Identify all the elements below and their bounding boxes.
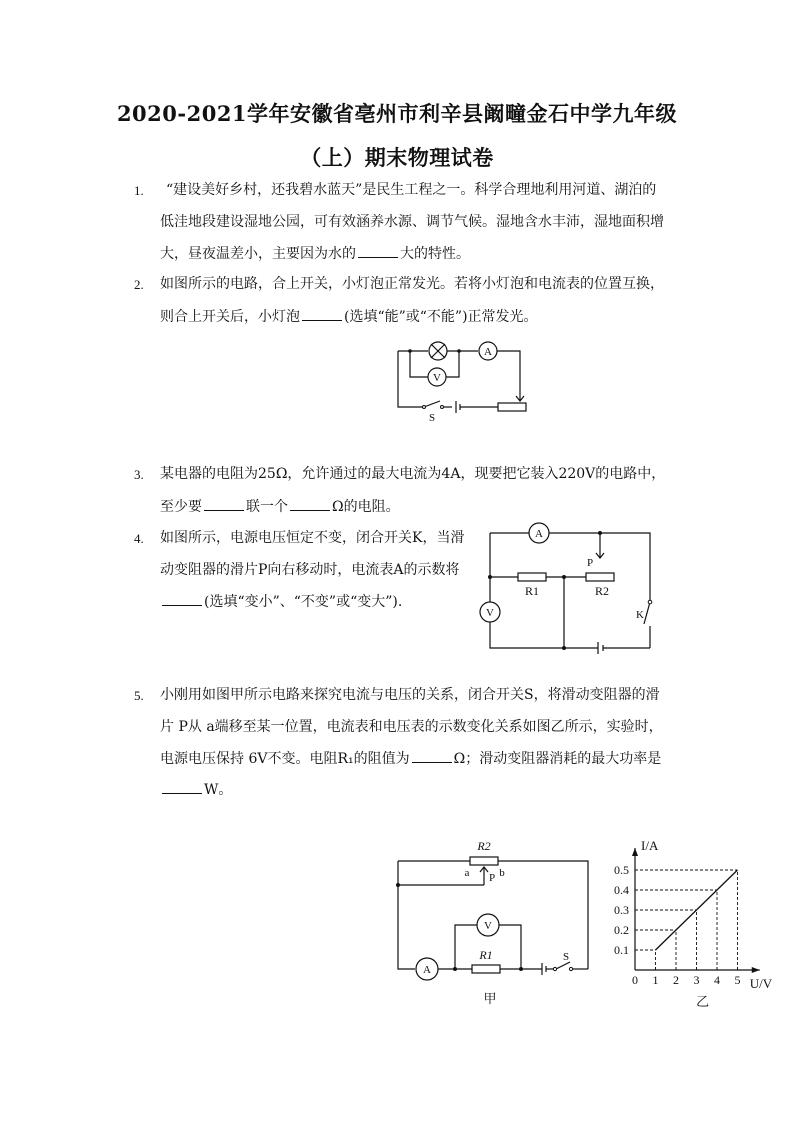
q5-slider-label: P <box>488 872 496 884</box>
q5-line3-tail: Ω；滑动变阻器消耗的最大功率是 <box>453 751 662 767</box>
q5-iu-graph-yi <box>600 830 790 1015</box>
q2-line2-tail: (选填“能”或“不能”)正常发光。 <box>344 309 538 325</box>
q4-r1-label: R1 <box>524 584 540 598</box>
q5-number: 5. <box>134 688 144 703</box>
q3-line2-tail: Ω的电阻。 <box>332 499 400 515</box>
q5-r2-symbol <box>470 857 498 865</box>
q1-number: 1. <box>134 183 144 198</box>
q5-line4 <box>160 779 232 800</box>
q4-line1: 如图所示，电源电压恒定不变，闭合开关K，当滑 <box>160 530 465 546</box>
x-axis-arrow <box>752 967 760 973</box>
q2-number: 2. <box>134 277 144 292</box>
q5-r1-symbol <box>472 965 500 973</box>
q4-r1-symbol <box>518 573 546 581</box>
q1-line3 <box>160 243 470 264</box>
q1-line3-text: 大，昼夜温差小，主要因为水的 <box>160 246 356 262</box>
q2-ammeter-label: A <box>484 346 492 358</box>
q5-line3-text: 电源电压保持 6V不变。电阻R₁的阻值为 <box>160 751 410 767</box>
q4-ammeter-label: A <box>535 528 543 540</box>
y-tick-label: 0.3 <box>614 903 629 917</box>
x-tick-label: 1 <box>652 973 659 987</box>
q5-circuit-diagram-jia <box>390 835 600 1010</box>
q5-end-b-label: b <box>499 867 505 879</box>
q5-r1-label: R1 <box>479 948 493 962</box>
q2-line2 <box>160 306 538 327</box>
q1-line3-tail: 大的特性。 <box>400 246 470 262</box>
q2-circuit-diagram <box>380 335 540 425</box>
q4-number: 4. <box>134 531 144 546</box>
q2-voltmeter-label: V <box>433 372 441 384</box>
q1-blank[interactable] <box>358 243 398 258</box>
q2-line2-text: 则合上开关后，小灯泡 <box>160 309 300 325</box>
q3-line1: 某电器的电阻为25Ω，允许通过的最大电流为4A，现要把它装入220V的电路中， <box>160 466 666 482</box>
q5-ammeter-label: A <box>423 964 431 976</box>
q5-line2: 片 P从 a端移至某一位置，电流表和电压表的示数变化关系如图乙所示，实验时， <box>160 719 663 735</box>
x-tick-label: 2 <box>673 973 679 987</box>
q4-line3 <box>160 591 402 612</box>
q3-line2-mid: 联一个 <box>246 499 288 515</box>
q4-voltmeter-label: V <box>486 607 494 619</box>
q2-line1: 如图所示的电路，合上开关，小灯泡正常发光。若将小灯泡和电流表的位置互换， <box>160 276 664 292</box>
q5-caption-jia: 甲 <box>483 991 497 1006</box>
q5-blank1[interactable] <box>412 748 452 763</box>
q5-voltmeter-label: V <box>484 920 492 932</box>
y-tick-label: 0.2 <box>614 923 629 937</box>
q5-line1: 小刚用如图甲所示电路来探究电流与电压的关系，闭合开关S，将滑动变阻器的滑 <box>160 687 660 703</box>
x-tick-label: 4 <box>714 973 720 987</box>
q4-r2-symbol <box>586 573 614 581</box>
q3-blank1[interactable] <box>204 496 244 511</box>
q4-slider-label: P <box>586 557 594 569</box>
q2-switch-label: S <box>428 412 436 424</box>
page-title-line2: （上）期末物理试卷 <box>300 145 494 170</box>
q1-line1: “建设美好乡村，还我碧水蓝天”是民生工程之一。科学合理地利用河道、湖泊的 <box>166 182 657 198</box>
q5-blank2[interactable] <box>162 779 202 794</box>
q4-blank[interactable] <box>162 591 202 606</box>
q4-switch-label: K <box>636 609 644 621</box>
q5-line4-text: W。 <box>204 782 233 798</box>
q5-switch-label: S <box>562 951 570 963</box>
q1-line2: 低洼地段建设湿地公园，可有效涵养水源、调节气候。湿地含水丰沛，湿地面积增 <box>160 214 664 230</box>
q3-line2-text: 至少要 <box>160 499 202 515</box>
graph-caption-yi: 乙 <box>696 994 710 1009</box>
q3-blank2[interactable] <box>290 496 330 511</box>
y-axis-arrow <box>632 848 638 856</box>
y-tick-label: 0.5 <box>614 863 629 877</box>
q4-line3-text: (选填“变小”、“不变”或“变大”). <box>204 594 403 610</box>
q4-circuit-diagram <box>474 518 664 658</box>
q4-r2-label: R2 <box>594 584 610 598</box>
q2-rheostat-symbol <box>498 403 526 411</box>
y-tick-label: 0.4 <box>614 883 629 897</box>
y-tick-label: 0.1 <box>614 943 629 957</box>
x-tick-label: 0 <box>632 973 638 987</box>
q3-number: 3. <box>134 467 144 482</box>
q5-r2-label: R2 <box>477 839 491 853</box>
x-tick-label: 3 <box>693 973 700 987</box>
q5-end-a-label: a <box>464 867 470 879</box>
y-axis-label: I/A <box>641 838 659 853</box>
q4-line2: 动变阻器的滑片P向右移动时，电流表A的示数将 <box>160 562 460 578</box>
x-axis-label: U/V <box>749 976 773 991</box>
q5-line3 <box>160 748 661 769</box>
page-title-line1: 2020-2021学年安徽省亳州市利辛县阚疃金石中学九年级 <box>116 101 678 126</box>
q3-line2 <box>160 496 400 517</box>
q2-blank[interactable] <box>302 306 342 321</box>
x-tick-label: 5 <box>734 973 741 987</box>
